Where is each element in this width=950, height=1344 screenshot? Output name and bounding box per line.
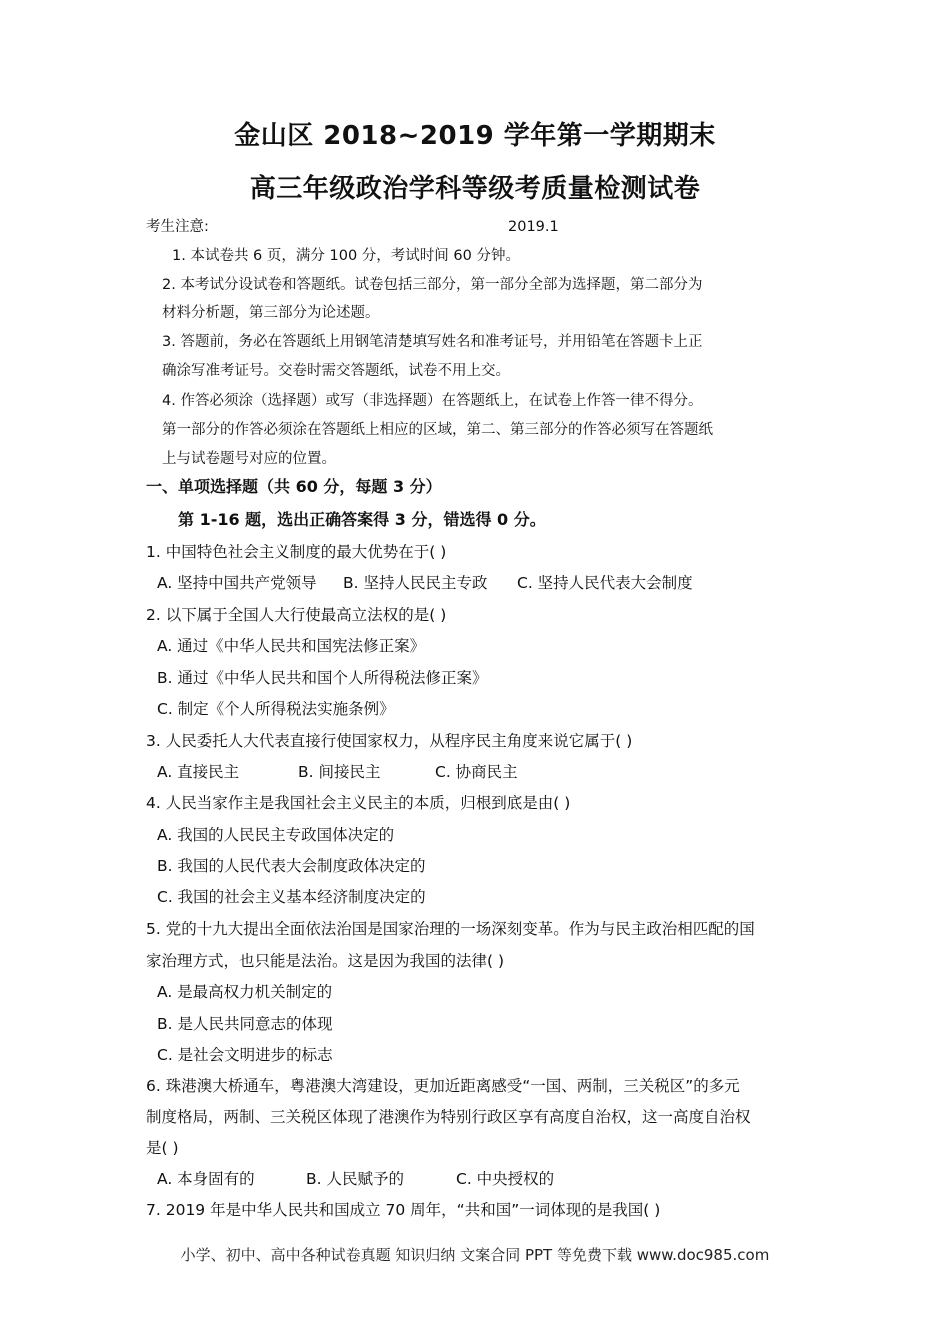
option-a: A. 直接民主 bbox=[157, 763, 240, 781]
question-text: 制度格局，两制、三关税区体现了港澳作为特别行政区享有高度自治权，这一高度自治权 bbox=[146, 1108, 751, 1126]
option-a: A. 是最高权力机关制定的 bbox=[157, 983, 333, 1001]
notice-item: 确涂写准考证号。交卷时需交答题纸，试卷不用上交。 bbox=[162, 363, 510, 379]
page-footer: 小学、初中、高中各种试卷真题 知识归纳 文案合同 PPT 等免费下载 www.doc985.com bbox=[180, 1246, 770, 1264]
question-text: 4. 人民当家作主是我国社会主义民主的本质，归根到底是由( ) bbox=[146, 794, 571, 812]
question-text: 7. 2019 年是中华人民共和国成立 70 周年，“共和国”一词体现的是我国( ) bbox=[146, 1201, 661, 1219]
option-a: A. 通过《中华人民共和国宪法修正案》 bbox=[157, 637, 426, 655]
option-c: C. 坚持人民代表大会制度 bbox=[517, 574, 693, 592]
exam-date: 2019.1 bbox=[508, 219, 559, 235]
option-a: A. 坚持中国共产党领导 bbox=[157, 574, 317, 592]
question-text: 2. 以下属于全国人大行使最高立法权的是( ) bbox=[146, 606, 447, 624]
section-subheading: 第 1-16 题，选出正确答案得 3 分，错选得 0 分。 bbox=[178, 510, 546, 529]
question-text: 3. 人民委托人大代表直接行使国家权力，从程序民主角度来说它属于( ) bbox=[146, 732, 633, 750]
question-text: 家治理方式，也只能是法治。这是因为我国的法律( ) bbox=[146, 952, 505, 970]
page-subtitle: 高三年级政治学科等级考质量检测试卷 bbox=[249, 174, 701, 204]
option-b: B. 人民赋予的 bbox=[306, 1170, 404, 1188]
notice-item: 3. 答题前，务必在答题纸上用钢笔清楚填写姓名和准考证号，并用铅笔在答题卡上正 bbox=[162, 334, 703, 350]
notice-item: 1. 本试卷共 6 页，满分 100 分，考试时间 60 分钟。 bbox=[172, 248, 520, 264]
page-title: 金山区 2018~2019 学年第一学期期末 bbox=[234, 121, 716, 151]
option-c: C. 我国的社会主义基本经济制度决定的 bbox=[157, 888, 426, 906]
option-a: A. 我国的人民民主专政国体决定的 bbox=[157, 826, 395, 844]
notice-item: 第一部分的作答必须涂在答题纸上相应的区域，第二、第三部分的作答必须写在答题纸 bbox=[162, 422, 713, 438]
notice-item: 4. 作答必须涂（选择题）或写（非选择题）在答题纸上，在试卷上作答一律不得分。 bbox=[162, 393, 703, 409]
question-text: 1. 中国特色社会主义制度的最大优势在于( ) bbox=[146, 543, 447, 561]
option-b: B. 间接民主 bbox=[298, 763, 381, 781]
option-b: B. 是人民共同意志的体现 bbox=[157, 1015, 333, 1033]
question-text: 6. 珠港澳大桥通车，粤港澳大湾建设，更加近距离感受“一国、两制，三关税区”的多元 bbox=[146, 1077, 740, 1095]
option-c: C. 中央授权的 bbox=[456, 1170, 555, 1188]
option-b: B. 我国的人民代表大会制度政体决定的 bbox=[157, 857, 426, 875]
option-c: C. 是社会文明进步的标志 bbox=[157, 1046, 333, 1064]
option-c: C. 协商民主 bbox=[435, 763, 518, 781]
option-a: A. 本身固有的 bbox=[157, 1170, 255, 1188]
option-b: B. 通过《中华人民共和国个人所得税法修正案》 bbox=[157, 669, 488, 687]
question-text: 是( ) bbox=[146, 1139, 179, 1157]
notice-item: 上与试卷题号对应的位置。 bbox=[162, 451, 336, 467]
notice-item: 材料分析题，第三部分为论述题。 bbox=[162, 305, 380, 321]
section-heading: 一、单项选择题（共 60 分，每题 3 分） bbox=[146, 477, 442, 496]
question-text: 5. 党的十九大提出全面依法治国是国家治理的一场深刻变革。作为与民主政治相匹配的国 bbox=[146, 920, 755, 938]
notice-label: 考生注意: bbox=[146, 219, 209, 235]
option-b: B. 坚持人民民主专政 bbox=[343, 574, 488, 592]
option-c: C. 制定《个人所得税法实施条例》 bbox=[157, 700, 395, 718]
notice-item: 2. 本考试分设试卷和答题纸。试卷包括三部分，第一部分全部为选择题，第二部分为 bbox=[162, 277, 703, 293]
